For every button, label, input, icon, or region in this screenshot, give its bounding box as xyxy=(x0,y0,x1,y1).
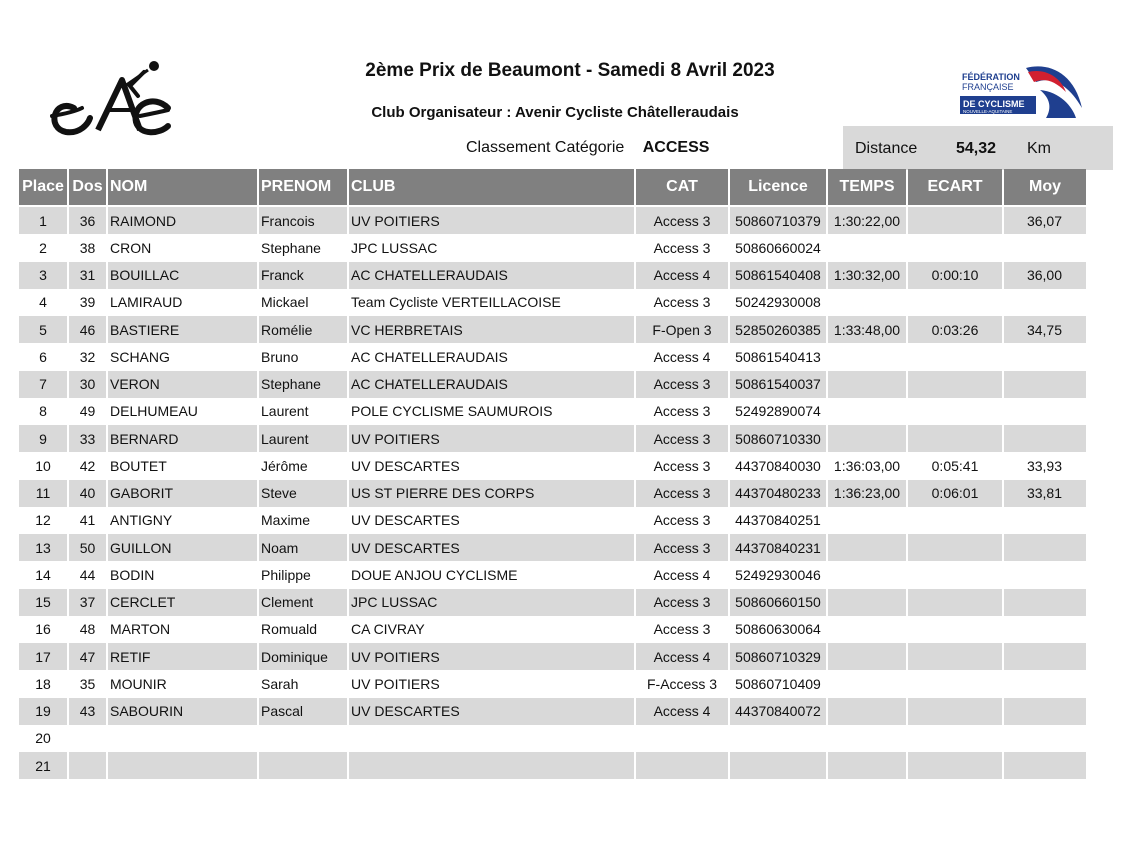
cell-club: Team Cycliste VERTEILLACOISE xyxy=(349,289,634,316)
table-row xyxy=(19,670,1086,697)
cell-moy xyxy=(1004,425,1086,452)
cell-temps xyxy=(828,670,906,697)
col-header-moy: Moy xyxy=(1004,169,1086,205)
cell-nom: BASTIERE xyxy=(108,316,257,343)
cell-dos: 50 xyxy=(69,534,106,561)
cell-dos: 37 xyxy=(69,589,106,616)
table-row xyxy=(19,725,1086,752)
col-header-temps: TEMPS xyxy=(828,169,906,205)
cell-moy xyxy=(1004,698,1086,725)
cell-licence: 50242930008 xyxy=(730,289,826,316)
cell-nom: BOUILLAC xyxy=(108,262,257,289)
cell-temps xyxy=(828,589,906,616)
cell-dos xyxy=(69,752,106,779)
cell-club: AC CHATELLERAUDAIS xyxy=(349,371,634,398)
cell-ecart: 0:03:26 xyxy=(908,316,1002,343)
cell-cat: Access 3 xyxy=(636,589,728,616)
table-row xyxy=(19,561,1086,588)
cell-place: 2 xyxy=(19,234,67,261)
cell-cat: Access 4 xyxy=(636,343,728,370)
cell-licence: 50860710330 xyxy=(730,425,826,452)
cell-cat: Access 3 xyxy=(636,480,728,507)
cell-ecart xyxy=(908,643,1002,670)
cell-club: UV POITIERS xyxy=(349,205,634,234)
cell-nom: DELHUMEAU xyxy=(108,398,257,425)
table-row xyxy=(19,343,1086,370)
cell-temps xyxy=(828,752,906,779)
cell-club: UV POITIERS xyxy=(349,643,634,670)
cell-ecart xyxy=(908,234,1002,261)
cell-prenom: Franck xyxy=(259,262,347,289)
cell-prenom: Laurent xyxy=(259,398,347,425)
cell-temps xyxy=(828,343,906,370)
col-header-club: CLUB xyxy=(349,169,634,205)
table-row xyxy=(19,316,1086,343)
cell-moy: 34,75 xyxy=(1004,316,1086,343)
cell-club: UV DESCARTES xyxy=(349,452,634,479)
results-body xyxy=(19,205,1086,779)
cell-place: 16 xyxy=(19,616,67,643)
cell-place: 1 xyxy=(19,205,67,234)
table-row xyxy=(19,371,1086,398)
cell-licence xyxy=(730,725,826,752)
cell-licence xyxy=(730,752,826,779)
ffc-line2: FRANÇAISE xyxy=(962,82,1014,92)
ffc-line4: NOUVELLE-AQUITAINE xyxy=(963,109,1013,114)
cell-ecart: 0:06:01 xyxy=(908,480,1002,507)
cell-club: POLE CYCLISME SAUMUROIS xyxy=(349,398,634,425)
cell-nom xyxy=(108,725,257,752)
cell-cat: F-Open 3 xyxy=(636,316,728,343)
cell-nom: BERNARD xyxy=(108,425,257,452)
acc-logo-icon xyxy=(44,58,176,140)
cell-temps xyxy=(828,425,906,452)
cell-ecart xyxy=(908,343,1002,370)
cell-club xyxy=(349,752,634,779)
cell-moy: 36,07 xyxy=(1004,205,1086,234)
cell-temps xyxy=(828,561,906,588)
cell-nom: CRON xyxy=(108,234,257,261)
cell-prenom xyxy=(259,725,347,752)
cell-temps xyxy=(828,534,906,561)
table-row xyxy=(19,698,1086,725)
cell-cat: Access 3 xyxy=(636,205,728,234)
cell-dos xyxy=(69,725,106,752)
cell-licence: 44370480233 xyxy=(730,480,826,507)
cell-place: 14 xyxy=(19,561,67,588)
cell-dos: 39 xyxy=(69,289,106,316)
cell-licence: 50860710409 xyxy=(730,670,826,697)
distance-box xyxy=(843,126,1113,170)
cell-temps xyxy=(828,398,906,425)
cell-club: CA CIVRAY xyxy=(349,616,634,643)
club-logo xyxy=(44,58,176,140)
cell-club: JPC LUSSAC xyxy=(349,234,634,261)
cell-cat: Access 3 xyxy=(636,398,728,425)
cell-cat xyxy=(636,725,728,752)
cell-prenom: Jérôme xyxy=(259,452,347,479)
cell-cat: Access 3 xyxy=(636,534,728,561)
col-header-licence: Licence xyxy=(730,169,826,205)
cell-dos: 30 xyxy=(69,371,106,398)
cell-club: UV DESCARTES xyxy=(349,534,634,561)
col-header-cat: CAT xyxy=(636,169,728,205)
cell-moy xyxy=(1004,289,1086,316)
cell-prenom: Noam xyxy=(259,534,347,561)
cell-cat: Access 3 xyxy=(636,616,728,643)
cell-ecart xyxy=(908,534,1002,561)
distance-unit: Km xyxy=(1027,140,1051,157)
cell-dos: 40 xyxy=(69,480,106,507)
cell-club: UV POITIERS xyxy=(349,425,634,452)
cell-prenom: Pascal xyxy=(259,698,347,725)
cell-dos: 48 xyxy=(69,616,106,643)
cell-prenom: Stephane xyxy=(259,371,347,398)
cell-dos: 41 xyxy=(69,507,106,534)
col-header-prenom: PRENOM xyxy=(259,169,347,205)
category-value: ACCESS xyxy=(642,139,710,156)
cell-prenom xyxy=(259,752,347,779)
cell-club: UV POITIERS xyxy=(349,670,634,697)
cell-place: 9 xyxy=(19,425,67,452)
cell-club: US ST PIERRE DES CORPS xyxy=(349,480,634,507)
table-row xyxy=(19,289,1086,316)
col-header-place: Place xyxy=(19,169,67,205)
cell-moy xyxy=(1004,398,1086,425)
cell-nom: GUILLON xyxy=(108,534,257,561)
cell-dos: 36 xyxy=(69,205,106,234)
cell-cat: Access 4 xyxy=(636,643,728,670)
cell-prenom: Sarah xyxy=(259,670,347,697)
cell-place: 3 xyxy=(19,262,67,289)
table-row xyxy=(19,425,1086,452)
cell-moy xyxy=(1004,534,1086,561)
results-table xyxy=(17,169,1088,779)
cell-temps xyxy=(828,371,906,398)
table-row xyxy=(19,616,1086,643)
cell-place: 20 xyxy=(19,725,67,752)
cell-ecart xyxy=(908,670,1002,697)
organizer-subtitle: Club Organisateur : Avenir Cycliste Châtelleraudais xyxy=(371,104,739,121)
cell-nom: CERCLET xyxy=(108,589,257,616)
cell-club: UV DESCARTES xyxy=(349,507,634,534)
cell-nom: BODIN xyxy=(108,561,257,588)
cell-prenom: Maxime xyxy=(259,507,347,534)
cell-place: 7 xyxy=(19,371,67,398)
cell-dos: 35 xyxy=(69,670,106,697)
cell-ecart xyxy=(908,589,1002,616)
cell-ecart xyxy=(908,425,1002,452)
distance-label: Distance xyxy=(855,140,918,157)
cell-moy xyxy=(1004,234,1086,261)
cell-club: JPC LUSSAC xyxy=(349,589,634,616)
table-row xyxy=(19,480,1086,507)
cell-temps: 1:33:48,00 xyxy=(828,316,906,343)
cell-moy: 33,93 xyxy=(1004,452,1086,479)
cell-ecart xyxy=(908,371,1002,398)
cell-dos: 32 xyxy=(69,343,106,370)
cell-club: VC HERBRETAIS xyxy=(349,316,634,343)
cell-nom: LAMIRAUD xyxy=(108,289,257,316)
table-row xyxy=(19,262,1086,289)
cell-nom: RETIF xyxy=(108,643,257,670)
cell-prenom: Mickael xyxy=(259,289,347,316)
col-header-dos: Dos xyxy=(69,169,106,205)
cell-dos: 47 xyxy=(69,643,106,670)
cell-place: 15 xyxy=(19,589,67,616)
cell-licence: 50860710379 xyxy=(730,205,826,234)
cell-licence: 50860710329 xyxy=(730,643,826,670)
cell-moy xyxy=(1004,670,1086,697)
page-title: 2ème Prix de Beaumont - Samedi 8 Avril 2023 xyxy=(365,60,775,81)
cell-licence: 44370840072 xyxy=(730,698,826,725)
cell-prenom: Clement xyxy=(259,589,347,616)
cell-ecart xyxy=(908,398,1002,425)
cell-place: 6 xyxy=(19,343,67,370)
cell-moy xyxy=(1004,616,1086,643)
cell-moy xyxy=(1004,507,1086,534)
cell-ecart xyxy=(908,616,1002,643)
cell-place: 11 xyxy=(19,480,67,507)
cell-licence: 50860630064 xyxy=(730,616,826,643)
cell-place: 17 xyxy=(19,643,67,670)
cell-nom: SABOURIN xyxy=(108,698,257,725)
table-header-row xyxy=(19,169,1086,205)
cell-nom: ANTIGNY xyxy=(108,507,257,534)
cell-temps xyxy=(828,289,906,316)
cell-licence: 52492890074 xyxy=(730,398,826,425)
table-row xyxy=(19,589,1086,616)
cell-temps: 1:36:03,00 xyxy=(828,452,906,479)
cell-prenom: Francois xyxy=(259,205,347,234)
cell-moy xyxy=(1004,752,1086,779)
cell-nom xyxy=(108,752,257,779)
cell-licence: 50861540037 xyxy=(730,371,826,398)
cell-licence: 50860660024 xyxy=(730,234,826,261)
cell-place: 19 xyxy=(19,698,67,725)
cell-ecart: 0:05:41 xyxy=(908,452,1002,479)
cell-temps xyxy=(828,616,906,643)
cell-place: 21 xyxy=(19,752,67,779)
cell-prenom: Romuald xyxy=(259,616,347,643)
cell-moy xyxy=(1004,343,1086,370)
col-header-nom: NOM xyxy=(108,169,257,205)
cell-moy xyxy=(1004,561,1086,588)
cell-cat: F-Access 3 xyxy=(636,670,728,697)
ffc-line1: FÉDÉRATION xyxy=(962,72,1020,82)
cell-licence: 50860660150 xyxy=(730,589,826,616)
cell-temps xyxy=(828,507,906,534)
cell-licence: 44370840251 xyxy=(730,507,826,534)
col-header-ecart: ECART xyxy=(908,169,1002,205)
cell-nom: GABORIT xyxy=(108,480,257,507)
classement-label: Classement Catégorie xyxy=(466,139,625,156)
cell-prenom: Romélie xyxy=(259,316,347,343)
cell-dos: 44 xyxy=(69,561,106,588)
cell-place: 18 xyxy=(19,670,67,697)
cell-nom: BOUTET xyxy=(108,452,257,479)
cell-ecart xyxy=(908,205,1002,234)
cell-moy: 36,00 xyxy=(1004,262,1086,289)
cell-place: 10 xyxy=(19,452,67,479)
cell-dos: 31 xyxy=(69,262,106,289)
cell-club: UV DESCARTES xyxy=(349,698,634,725)
cell-licence: 52492930046 xyxy=(730,561,826,588)
distance-value: 54,32 xyxy=(956,140,997,157)
cell-place: 12 xyxy=(19,507,67,534)
cell-temps: 1:30:32,00 xyxy=(828,262,906,289)
cell-moy: 33,81 xyxy=(1004,480,1086,507)
cell-prenom: Stephane xyxy=(259,234,347,261)
cell-cat xyxy=(636,752,728,779)
cell-temps: 1:36:23,00 xyxy=(828,480,906,507)
table-row xyxy=(19,534,1086,561)
cell-temps xyxy=(828,643,906,670)
cell-moy xyxy=(1004,371,1086,398)
cell-cat: Access 3 xyxy=(636,452,728,479)
cell-nom: SCHANG xyxy=(108,343,257,370)
cell-moy xyxy=(1004,589,1086,616)
cell-cat: Access 3 xyxy=(636,371,728,398)
table-row xyxy=(19,643,1086,670)
cell-ecart xyxy=(908,561,1002,588)
cell-cat: Access 3 xyxy=(636,507,728,534)
cell-licence: 50861540413 xyxy=(730,343,826,370)
cell-place: 5 xyxy=(19,316,67,343)
classement-line xyxy=(466,139,709,157)
cell-club xyxy=(349,725,634,752)
cell-licence: 44370840030 xyxy=(730,452,826,479)
cell-dos: 38 xyxy=(69,234,106,261)
cell-ecart xyxy=(908,752,1002,779)
cell-nom: RAIMOND xyxy=(108,205,257,234)
cell-temps xyxy=(828,234,906,261)
cell-ecart xyxy=(908,725,1002,752)
cell-licence: 50861540408 xyxy=(730,262,826,289)
cell-cat: Access 4 xyxy=(636,262,728,289)
cell-prenom: Steve xyxy=(259,480,347,507)
table-row xyxy=(19,398,1086,425)
cell-moy xyxy=(1004,725,1086,752)
cell-nom: MOUNIR xyxy=(108,670,257,697)
cell-club: DOUE ANJOU CYCLISME xyxy=(349,561,634,588)
cell-temps xyxy=(828,698,906,725)
cell-prenom: Philippe xyxy=(259,561,347,588)
cell-club: AC CHATELLERAUDAIS xyxy=(349,262,634,289)
ffc-line3: DE CYCLISME xyxy=(963,99,1025,109)
cell-nom: MARTON xyxy=(108,616,257,643)
cell-place: 4 xyxy=(19,289,67,316)
table-row xyxy=(19,205,1086,234)
table-row xyxy=(19,234,1086,261)
cell-dos: 33 xyxy=(69,425,106,452)
cell-ecart xyxy=(908,289,1002,316)
cell-place: 8 xyxy=(19,398,67,425)
cell-place: 13 xyxy=(19,534,67,561)
cell-dos: 46 xyxy=(69,316,106,343)
cell-cat: Access 4 xyxy=(636,698,728,725)
cell-nom: VERON xyxy=(108,371,257,398)
cell-prenom: Dominique xyxy=(259,643,347,670)
cell-ecart xyxy=(908,698,1002,725)
cell-dos: 43 xyxy=(69,698,106,725)
cell-temps: 1:30:22,00 xyxy=(828,205,906,234)
ffc-logo-icon xyxy=(956,62,1086,120)
table-row xyxy=(19,452,1086,479)
cell-cat: Access 3 xyxy=(636,289,728,316)
cell-cat: Access 3 xyxy=(636,234,728,261)
federation-logo xyxy=(956,62,1086,120)
cell-licence: 52850260385 xyxy=(730,316,826,343)
cell-prenom: Bruno xyxy=(259,343,347,370)
cell-licence: 44370840231 xyxy=(730,534,826,561)
cell-dos: 42 xyxy=(69,452,106,479)
cell-ecart: 0:00:10 xyxy=(908,262,1002,289)
cell-prenom: Laurent xyxy=(259,425,347,452)
cell-cat: Access 3 xyxy=(636,425,728,452)
table-row xyxy=(19,752,1086,779)
table-row xyxy=(19,507,1086,534)
cell-dos: 49 xyxy=(69,398,106,425)
cell-ecart xyxy=(908,507,1002,534)
cell-club: AC CHATELLERAUDAIS xyxy=(349,343,634,370)
cell-temps xyxy=(828,725,906,752)
cell-cat: Access 4 xyxy=(636,561,728,588)
cell-moy xyxy=(1004,643,1086,670)
